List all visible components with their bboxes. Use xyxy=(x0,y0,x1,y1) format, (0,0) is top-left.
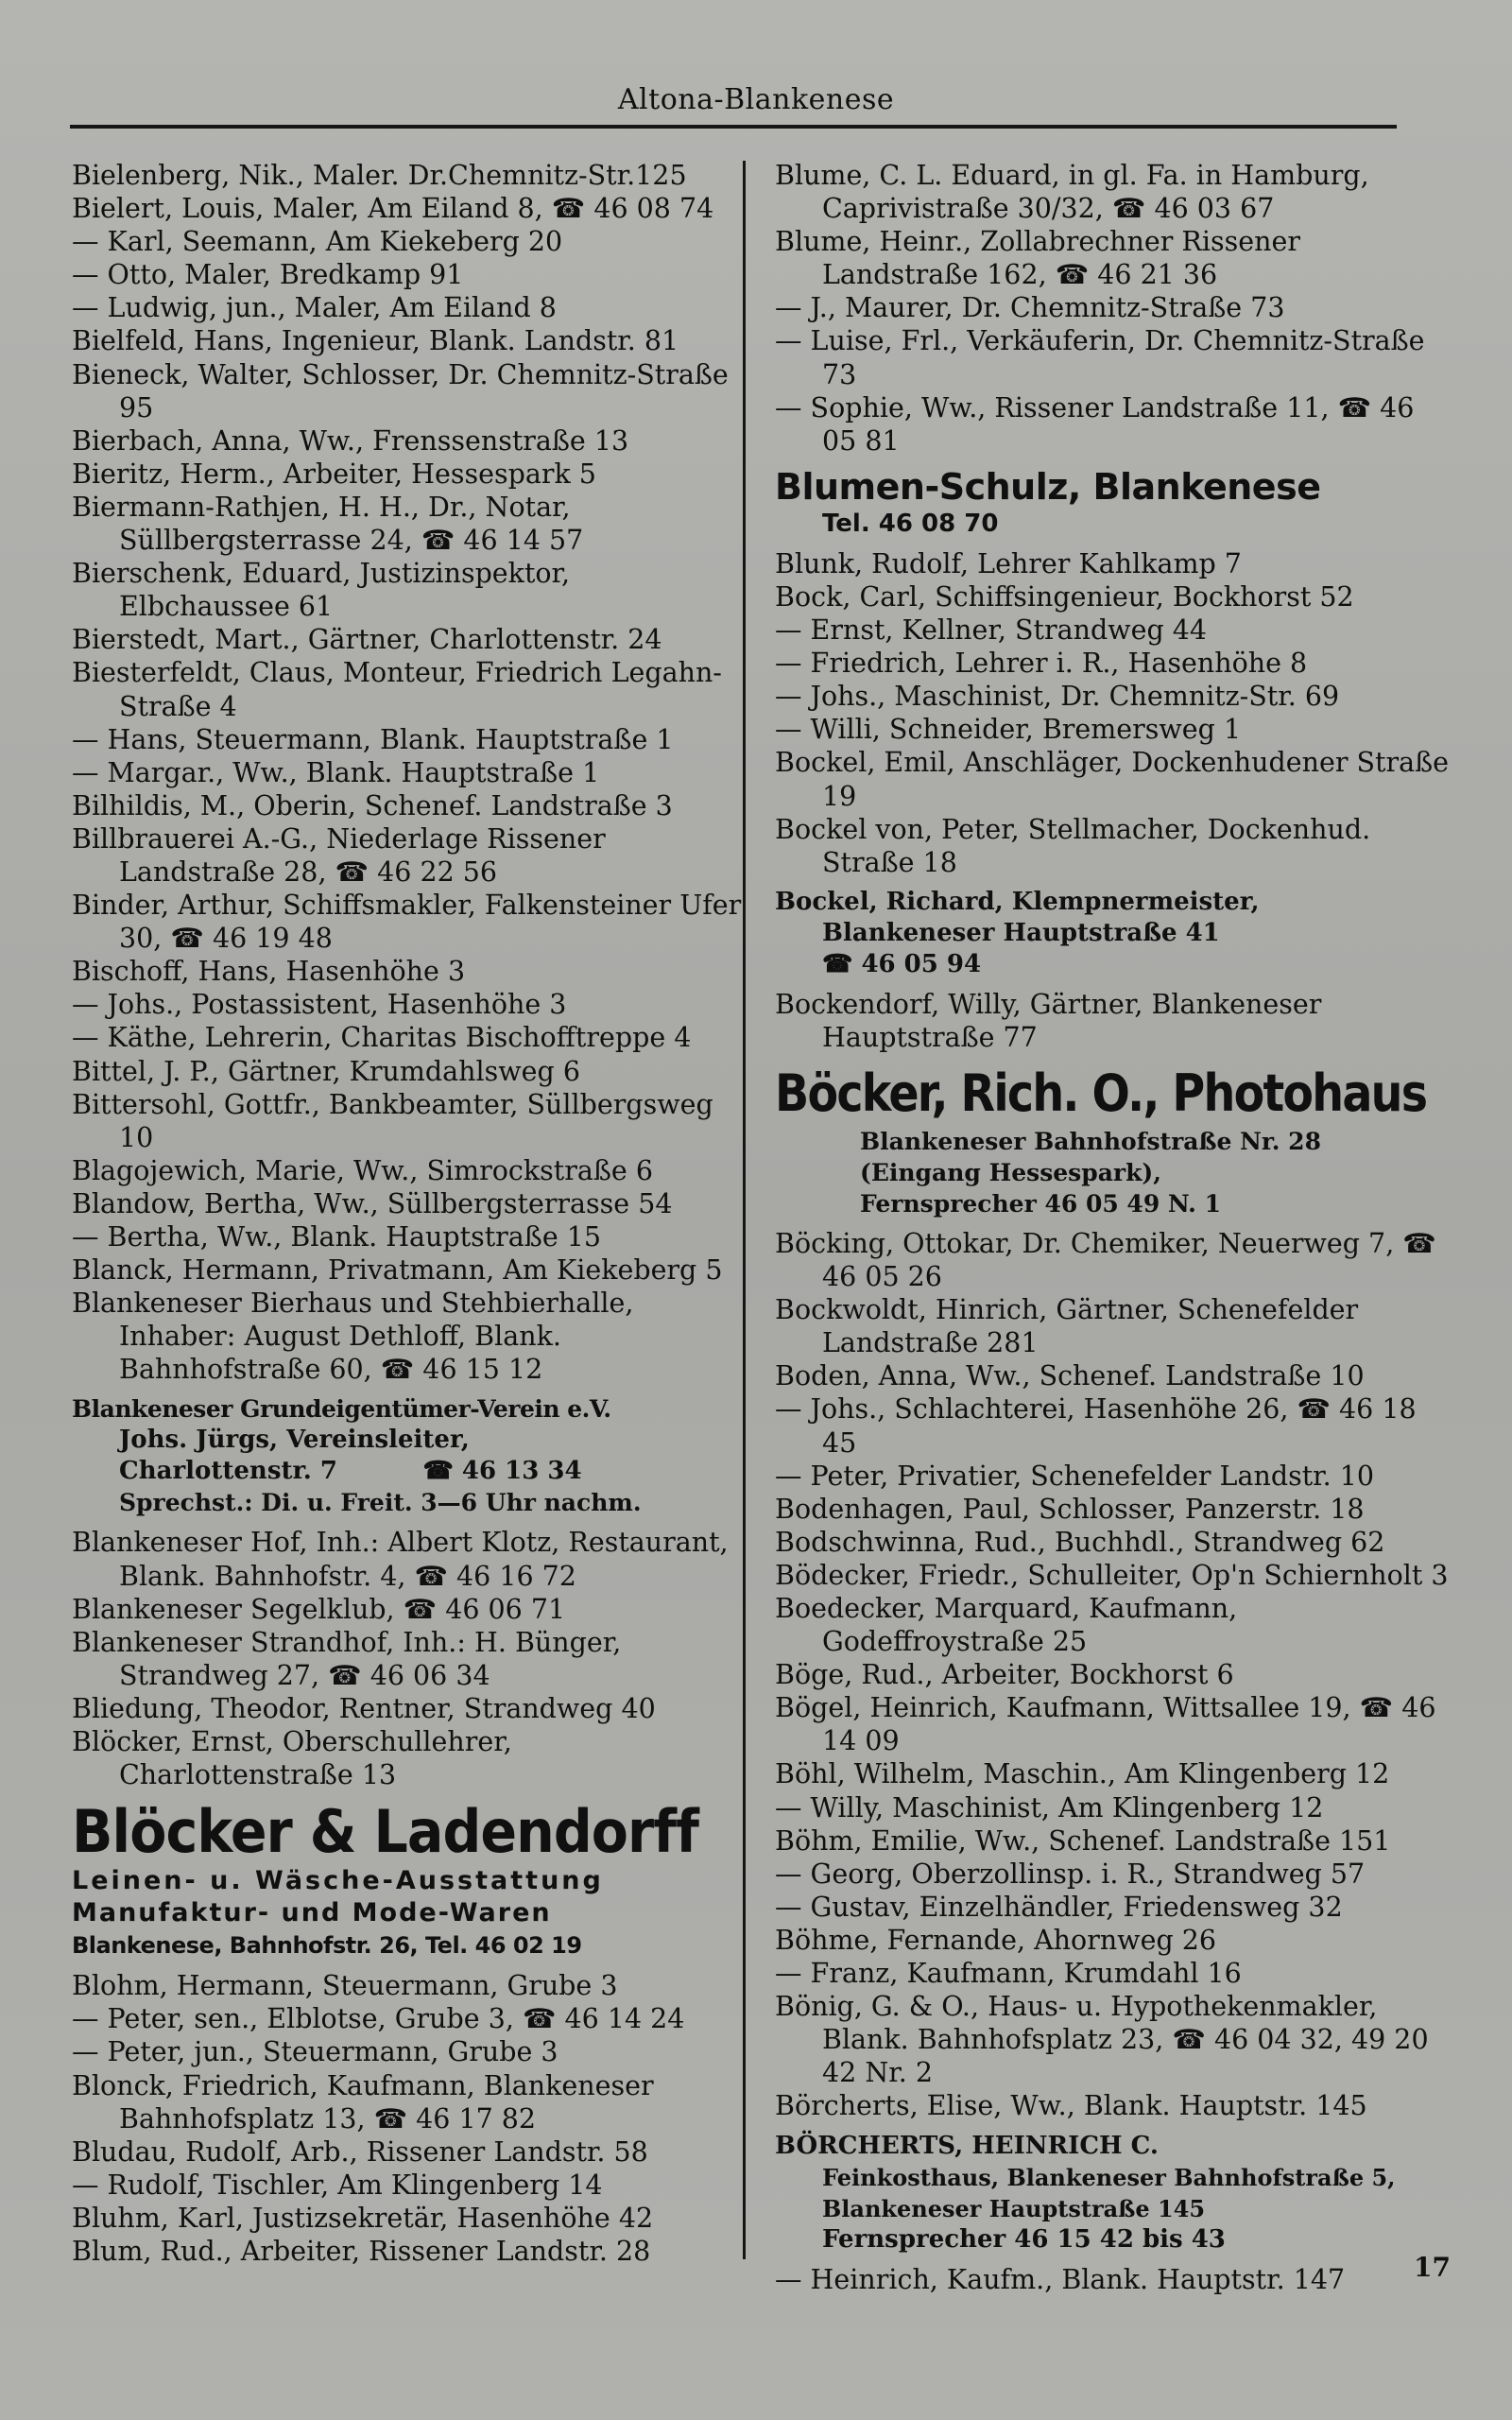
directory-entry: Böhme, Fernande, Ahornweg 26 xyxy=(775,1924,1217,1956)
directory-entry: Bockendorf, Willy, Gärtner, Blankeneser Hauptstraße 77 xyxy=(775,988,1322,1053)
ad-boercherts xyxy=(775,2131,1452,2256)
ad-blumen-schulz xyxy=(775,465,1452,540)
ad-boecker-line3: Fernsprecher 46 05 49 N. 1 xyxy=(860,1189,1221,1218)
page-number: 17 xyxy=(1414,2252,1451,2283)
ad-bloecker-line2: Manufaktur- und Mode-Waren xyxy=(72,1898,552,1928)
directory-entry: — Peter, sen., Elblotse, Grube 3, ☎ 46 14 24 xyxy=(72,2003,685,2035)
header-rule xyxy=(70,125,1397,129)
directory-entry: — Margar., Ww., Blank. Hauptstraße 1 xyxy=(72,756,600,788)
directory-entry: — Johs., Postassistent, Hasenhöhe 3 xyxy=(72,989,567,1021)
directory-entry: Bodenhagen, Paul, Schlosser, Panzerstr. 18 xyxy=(775,1493,1365,1525)
directory-entry: Böhl, Wilhelm, Maschin., Am Klingenberg 12 xyxy=(775,1758,1390,1790)
directory-entry: — J., Maurer, Dr. Chemnitz-Straße 73 xyxy=(775,292,1285,324)
directory-entry: — Ludwig, jun., Maler, Am Eiland 8 xyxy=(72,292,557,324)
ad-grundeigentuemer-line2: Johs. Jürgs, Vereinsleiter, xyxy=(119,1426,470,1455)
directory-entry: Bielfeld, Hans, Ingenieur, Blank. Landstr. 81 xyxy=(72,325,679,357)
directory-entry: — Käthe, Lehrerin, Charitas Bischofftreppe 4 xyxy=(72,1022,692,1054)
directory-entry: Billbrauerei A.-G., Niederlage Rissener Landstraße 28, ☎ 46 22 56 xyxy=(72,822,606,888)
directory-entry: Böcking, Ottokar, Dr. Chemiker, Neuerweg 7, ☎ 46 05 26 xyxy=(775,1227,1436,1293)
directory-entry: Bödecker, Friedr., Schulleiter, Op'n Schiernholt 3 xyxy=(775,1559,1449,1591)
ad-blumen-title: Blumen-Schulz, Blankenese xyxy=(775,465,1321,508)
directory-entry: — Hans, Steuermann, Blank. Hauptstraße 1 xyxy=(72,723,674,755)
directory-entry: — Rudolf, Tischler, Am Klingenberg 14 xyxy=(72,2169,603,2201)
directory-entry: Börcherts, Elise, Ww., Blank. Hauptstr. 145 xyxy=(775,2090,1367,2122)
directory-entry: Bierstedt, Mart., Gärtner, Charlottenstr. 24 xyxy=(72,624,662,656)
directory-entry: Bielenberg, Nik., Maler. Dr.Chemnitz-Str.125 xyxy=(72,160,687,191)
entry-list-left-1 xyxy=(72,159,748,1386)
directory-entry: Blankeneser Hof, Inh.: Albert Klotz, Restaurant, Blank. Bahnhofstr. 4, ☎ 46 16 72 xyxy=(72,1527,729,1592)
directory-entry: Boedecker, Marquard, Kaufmann, Godeffroystraße 25 xyxy=(775,1593,1238,1658)
directory-entry: Bodschwinna, Rud., Buchhdl., Strandweg 62 xyxy=(775,1526,1385,1558)
ad-bloecker-title: Blöcker & Ladendorff xyxy=(72,1797,699,1867)
directory-entry: Bluhm, Karl, Justizsekretär, Hasenhöhe 42 xyxy=(72,2202,654,2234)
ad-boecker-title: Böcker, Rich. O., Photohaus xyxy=(775,1063,1427,1123)
directory-entry: Bieritz, Herm., Arbeiter, Hessespark 5 xyxy=(72,458,596,490)
directory-entry: — Willi, Schneider, Bremersweg 1 xyxy=(775,714,1242,746)
ad-bockel-line2: Blankeneser Hauptstraße 41 xyxy=(822,918,1220,947)
directory-entry: Blunk, Rudolf, Lehrer Kahlkamp 7 xyxy=(775,547,1242,579)
directory-entry: Bockel, Emil, Anschläger, Dockenhudener Straße 19 xyxy=(775,747,1450,812)
ad-bloecker-line3: Blankenese, Bahnhofstr. 26, Tel. 46 02 19 xyxy=(72,1932,582,1960)
ad-boercherts-line3: Fernsprecher 46 15 42 bis 43 xyxy=(822,2224,1226,2254)
entry-list-right-4 xyxy=(775,1227,1452,2123)
directory-entry: — Peter, jun., Steuermann, Grube 3 xyxy=(72,2036,558,2068)
directory-entry: Blanck, Hermann, Privatmann, Am Kiekeberg 5 xyxy=(72,1254,723,1287)
directory-entry: — Luise, Frl., Verkäuferin, Dr. Chemnitz-Straße 73 xyxy=(775,325,1425,390)
directory-entry: Bögel, Heinrich, Kaufmann, Wittsallee 19, ☎ 46 14 09 xyxy=(775,1692,1436,1757)
directory-entry: — Karl, Seemann, Am Kiekeberg 20 xyxy=(72,226,563,258)
ad-boercherts-line2: Feinkosthaus, Blankeneser Bahnhofstraße 5, Blankeneser Hauptstraße 145 xyxy=(822,2163,1396,2222)
entry-list-right-5 xyxy=(775,2263,1452,2296)
directory-entry: — Johs., Maschinist, Dr. Chemnitz-Str. 69 xyxy=(775,681,1340,713)
directory-entry: — Friedrich, Lehrer i. R., Hasenhöhe 8 xyxy=(775,648,1308,680)
directory-entry: Blohm, Hermann, Steuermann, Grube 3 xyxy=(72,1970,618,2002)
directory-entry: Blagojewich, Marie, Ww., Simrockstraße 6 xyxy=(72,1154,653,1186)
directory-entry: Bock, Carl, Schiffsingenieur, Bockhorst 52 xyxy=(775,580,1354,613)
directory-entry: Bockwoldt, Hinrich, Gärtner, Schenefelder Landstraße 281 xyxy=(775,1294,1359,1359)
directory-entry: — Bertha, Ww., Blank. Hauptstraße 15 xyxy=(72,1221,602,1253)
ad-grundeigentuemer xyxy=(72,1393,748,1518)
ad-boecker-photohaus xyxy=(775,1062,1452,1219)
directory-entry: — Sophie, Ww., Rissener Landstraße 11, ☎ 46 05 81 xyxy=(775,391,1415,457)
right-column xyxy=(775,159,1452,2296)
directory-entry: — Gustav, Einzelhändler, Friedensweg 32 xyxy=(775,1891,1343,1923)
ad-boecker-line1: Blankeneser Bahnhofstraße Nr. 28 xyxy=(860,1127,1321,1155)
directory-entry: Böge, Rud., Arbeiter, Bockhorst 6 xyxy=(775,1659,1234,1691)
directory-entry: Bilhildis, M., Oberin, Schenef. Landstraße 3 xyxy=(72,789,673,821)
directory-entry: — Otto, Maler, Bredkamp 91 xyxy=(72,259,464,291)
directory-entry: — Willy, Maschinist, Am Klingenberg 12 xyxy=(775,1791,1324,1824)
directory-entry: Bischoff, Hans, Hasenhöhe 3 xyxy=(72,956,466,988)
ad-grundeigentuemer-line1: Blankeneser Grundeigentümer-Verein e.V. xyxy=(72,1395,611,1424)
directory-entry: Blum, Rud., Arbeiter, Rissener Landstr. 28 xyxy=(72,2235,651,2267)
directory-entry: Bönig, G. & O., Haus- u. Hypothekenmakler, Blank. Bahnhofsplatz 23, ☎ 46 04 32, 49 20 42 Nr. 2 xyxy=(775,1991,1429,2089)
directory-entry: — Ernst, Kellner, Strandweg 44 xyxy=(775,614,1208,647)
entry-list-right-1 xyxy=(775,159,1452,458)
entry-list-right-3 xyxy=(775,988,1452,1054)
ad-boecker-line2: (Eingang Hessespark), xyxy=(860,1158,1161,1186)
entry-list-left-2 xyxy=(72,1526,748,1791)
directory-entry: — Heinrich, Kaufm., Blank. Hauptstr. 147 xyxy=(775,2263,1346,2295)
directory-entry: Bockel von, Peter, Stellmacher, Dockenhud. Straße 18 xyxy=(775,813,1371,878)
directory-entry: — Franz, Kaufmann, Krumdahl 16 xyxy=(775,1958,1242,1990)
directory-entry: — Peter, Privatier, Schenefelder Landstr. 10 xyxy=(775,1460,1375,1492)
directory-entry: Blankeneser Strandhof, Inh.: H. Bünger, Strandweg 27, ☎ 46 06 34 xyxy=(72,1626,622,1691)
ad-bloecker-line1: Leinen- u. Wäsche-Ausstattung xyxy=(72,1866,604,1896)
directory-entry: Bittersohl, Gottfr., Bankbeamter, Süllbergsweg 10 xyxy=(72,1088,713,1153)
directory-entry: Bliedung, Theodor, Rentner, Strandweg 40 xyxy=(72,1692,656,1724)
directory-entry: Biesterfeldt, Claus, Monteur, Friedrich Legahn-Straße 4 xyxy=(72,657,722,722)
directory-entry: — Johs., Schlachterei, Hasenhöhe 26, ☎ 46 18 45 xyxy=(775,1393,1417,1459)
directory-entry: Bierbach, Anna, Ww., Frenssenstraße 13 xyxy=(72,424,629,457)
directory-entry: Blöcker, Ernst, Oberschullehrer, Charlottenstraße 13 xyxy=(72,1726,512,1791)
left-column xyxy=(72,159,748,2268)
directory-entry: Blankeneser Bierhaus und Stehbierhalle, Inhaber: August Dethloff, Blank. Bahnhofstraße 60, ☎ 46 15 12 xyxy=(72,1288,634,1386)
directory-entry: Binder, Arthur, Schiffsmakler, Falkensteiner Ufer 30, ☎ 46 19 48 xyxy=(72,890,742,955)
ad-bloecker-ladendorff xyxy=(72,1799,748,1962)
page-header: Altona-Blankenese xyxy=(617,83,895,116)
directory-entry: Bittel, J. P., Gärtner, Krumdahlsweg 6 xyxy=(72,1055,580,1087)
directory-entry: Bielert, Louis, Maler, Am Eiland 8, ☎ 46 08 74 xyxy=(72,193,714,225)
directory-entry: Boden, Anna, Ww., Schenef. Landstraße 10 xyxy=(775,1360,1365,1392)
directory-entry: Bludau, Rudolf, Arb., Rissener Landstr. 58 xyxy=(72,2135,648,2168)
entry-list-left-3 xyxy=(72,1969,748,2268)
directory-entry: Bieneck, Walter, Schlosser, Dr. Chemnitz-Straße 95 xyxy=(72,358,729,424)
directory-entry: Blonck, Friedrich, Kaufmann, Blankeneser Bahnhofsplatz 13, ☎ 46 17 82 xyxy=(72,2069,654,2135)
ad-bockel-line3: ☎ 46 05 94 xyxy=(822,949,982,978)
directory-entry: Biermann-Rathjen, H. H., Dr., Notar, Süllbergsterrasse 24, ☎ 46 14 57 xyxy=(72,491,584,557)
directory-entry: Blume, C. L. Eduard, in gl. Fa. in Hamburg, Caprivistraße 30/32, ☎ 46 03 67 xyxy=(775,160,1369,225)
directory-entry: Böhm, Emilie, Ww., Schenef. Landstraße 151 xyxy=(775,1824,1391,1857)
ad-boercherts-line1: BÖRCHERTS, HEINRICH C. xyxy=(775,2131,1159,2160)
entry-list-right-2 xyxy=(775,547,1452,879)
directory-entry: Bierschenk, Eduard, Justizinspektor, Elbchaussee 61 xyxy=(72,558,571,623)
directory-entry: Blume, Heinr., Zollabrechner Rissener Landstraße 162, ☎ 46 21 36 xyxy=(775,226,1300,291)
ad-bockel-line1: Bockel, Richard, Klempnermeister, xyxy=(775,887,1260,916)
directory-entry: Blandow, Bertha, Ww., Süllbergsterrasse 54 xyxy=(72,1187,673,1219)
ad-grundeigentuemer-line3: Charlottenstr. 7 ☎ 46 13 34 xyxy=(119,1457,582,1486)
ad-blumen-tel: Tel. 46 08 70 xyxy=(822,509,999,538)
ad-grundeigentuemer-line4: Sprechst.: Di. u. Freit. 3—6 Uhr nachm. xyxy=(119,1489,642,1517)
ad-bockel xyxy=(775,887,1452,980)
directory-entry: Blankeneser Segelklub, ☎ 46 06 71 xyxy=(72,1593,566,1625)
directory-entry: — Georg, Oberzollinsp. i. R., Strandweg 57 xyxy=(775,1858,1366,1890)
